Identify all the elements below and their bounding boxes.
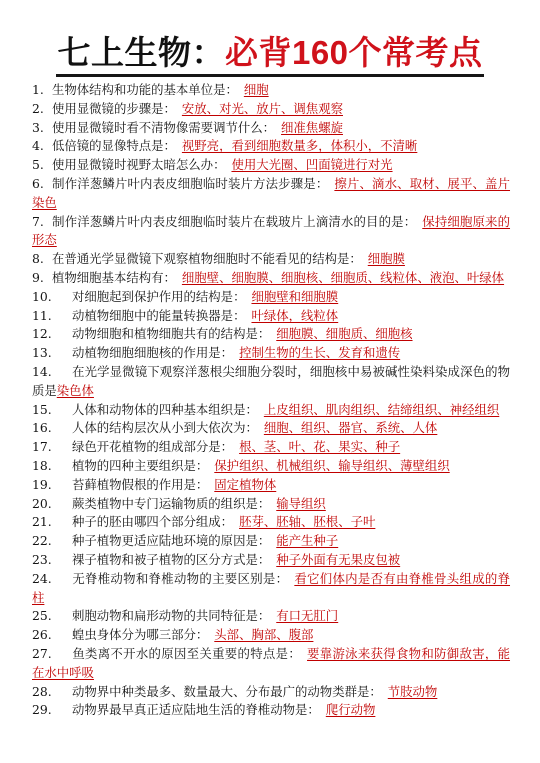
item-number: 13.: [32, 345, 52, 361]
item-question: 动物界最早真正适应陆地生活的脊椎动物是：: [72, 702, 320, 718]
item-answer: 细胞壁、细胞膜、细胞核、细胞质、线粒体、液泡、叶绿体: [181, 269, 505, 285]
item-number: 8.: [32, 251, 44, 267]
list-item: [32, 626, 510, 645]
item-question: 蝗虫身体分为哪三部分：: [72, 627, 209, 643]
list-item: [32, 701, 510, 720]
item-answer: 叶绿体，线粒体: [251, 307, 339, 323]
item-answer: 看它们体内是否有由脊椎骨头组成的脊柱: [32, 570, 511, 605]
item-number: 3.: [32, 119, 44, 135]
key-points-list: [32, 81, 510, 720]
item-question: 鱼类离不开水的原因至关重要的特点是：: [72, 645, 302, 661]
item-number: 10.: [32, 288, 52, 304]
item-number: 11.: [32, 307, 52, 323]
item-number: 7.: [32, 213, 44, 229]
item-number: 15.: [32, 401, 52, 417]
item-answer: 能产生种子: [276, 533, 339, 549]
item-answer: 保持细胞原来的形态: [32, 213, 511, 248]
item-number: 26.: [32, 627, 52, 643]
list-item: [32, 570, 510, 608]
list-item: [32, 100, 510, 119]
item-number: 2.: [32, 100, 44, 116]
item-number: 28.: [32, 683, 52, 699]
item-answer: 细胞膜、细胞质、细胞核: [276, 326, 413, 342]
item-answer: 擦片、滴水、取材、展平、盖片染色: [32, 175, 511, 210]
list-item: [32, 325, 510, 344]
list-item: [32, 250, 510, 269]
item-question: 使用显微镜的步骤是：: [52, 100, 176, 116]
list-item: [32, 532, 510, 551]
item-answer: 安放、对光、放片、调焦观察: [181, 100, 343, 116]
item-question: 刺胞动物和扁形动物的共同特征是：: [72, 608, 271, 624]
item-question: 低倍镜的显像特点是：: [52, 138, 176, 154]
item-question: 使用显微镜时看不清物像需要调节什么：: [52, 119, 276, 135]
item-question: 植物细胞基本结构有：: [52, 269, 176, 285]
list-item: [32, 344, 510, 363]
item-answer: 种子外面有无果皮包被: [276, 551, 401, 567]
item-question: 种子的胚由哪四个部分组成：: [72, 514, 234, 530]
item-question: 绿色开花植物的组成部分是：: [72, 439, 234, 455]
item-answer: 视野亮，看到细胞数量多，体积小，不清晰: [181, 138, 418, 154]
item-answer: 细准焦螺旋: [281, 119, 343, 135]
item-answer: 胚芽、胚轴、胚根、子叶: [239, 514, 376, 530]
item-number: 21.: [32, 514, 52, 530]
title-prefix: 七上生物：: [57, 34, 225, 71]
item-question: 使用显微镜时视野太暗怎么办：: [52, 157, 226, 173]
item-number: 5.: [32, 157, 44, 173]
item-number: 9.: [32, 269, 44, 285]
list-item: [32, 607, 510, 626]
list-item: [32, 438, 510, 457]
item-answer: 输导组织: [276, 495, 326, 511]
item-number: 20.: [32, 495, 52, 511]
item-answer: 细胞膜: [367, 251, 405, 267]
title-highlight: 必背160个常考点: [224, 34, 483, 71]
list-item: [32, 288, 510, 307]
list-item: [32, 513, 510, 532]
item-question: 对细胞起到保护作用的结构是：: [72, 288, 246, 304]
item-question: 制作洋葱鳞片叶内表皮细胞临时装片在载玻片上滴清水的目的是：: [52, 213, 417, 229]
list-item: [32, 137, 510, 156]
item-answer: 保护组织、机械组织、输导组织、薄壁组织: [214, 457, 450, 473]
item-question: 在普通光学显微镜下观察植物细胞时不能看见的结构是：: [52, 251, 362, 267]
item-answer: 细胞壁和细胞膜: [251, 288, 339, 304]
list-item: [32, 401, 510, 420]
item-question: 动物细胞和植物细胞共有的结构是：: [72, 326, 271, 342]
list-item: [32, 495, 510, 514]
item-question: 苔藓植物假根的作用是：: [72, 476, 209, 492]
item-number: 16.: [32, 420, 52, 436]
item-question: 人体的结构层次从小到大依次为：: [72, 420, 258, 436]
item-number: 22.: [32, 533, 52, 549]
item-answer: 要靠游泳来获得食物和防御敌害，能在水中呼吸: [32, 645, 511, 680]
list-item: [32, 307, 510, 326]
item-question: 动物界中种类最多、数量最大、分布最广的动物类群是：: [72, 683, 382, 699]
item-answer: 节肢动物: [387, 683, 438, 699]
item-question: 人体和动物体的四种基本组织是：: [72, 401, 258, 417]
list-item: [32, 81, 510, 100]
item-answer: 根、茎、叶、花、果实、种子: [239, 439, 401, 455]
list-item: [32, 457, 510, 476]
item-number: 18.: [32, 457, 52, 473]
item-question: 种子植物更适应陆地环境的原因是：: [72, 533, 271, 549]
list-item: [32, 213, 510, 251]
list-item: [32, 645, 510, 683]
item-number: 27.: [32, 645, 52, 661]
item-answer: 头部、胸部、腹部: [214, 627, 314, 643]
item-answer: 爬行动物: [325, 702, 376, 718]
item-question: 裸子植物和被子植物的区分方式是：: [72, 551, 271, 567]
item-answer: 固定植物体: [214, 476, 277, 492]
item-answer: 染色体: [56, 382, 94, 398]
item-number: 14.: [32, 363, 52, 379]
list-item: [32, 551, 510, 570]
list-item: [32, 269, 510, 288]
item-answer: 使用大光圈、凹面镜进行对光: [231, 157, 393, 173]
item-number: 6.: [32, 175, 44, 191]
page-title: [0, 33, 540, 73]
item-question: 生物体结构和功能的基本单位是：: [52, 82, 238, 97]
item-answer: 细胞: [243, 82, 269, 97]
list-item: [32, 119, 510, 138]
item-question: 动植物细胞细胞核的作用是：: [72, 345, 234, 361]
item-number: 23.: [32, 551, 52, 567]
item-number: 17.: [32, 439, 52, 455]
item-question: 植物的四种主要组织是：: [72, 457, 209, 473]
item-answer: 细胞、组织、器官、系统、人体: [263, 420, 438, 436]
list-item: [32, 156, 510, 175]
list-item: [32, 363, 510, 401]
item-number: 24.: [32, 570, 52, 586]
item-question: 无脊椎动物和脊椎动物的主要区别是：: [72, 570, 289, 586]
item-question: 制作洋葱鳞片叶内表皮细胞临时装片方法步骤是：: [52, 175, 329, 191]
item-question: 动植物细胞中的能量转换器是：: [72, 307, 246, 323]
item-number: 1.: [32, 82, 44, 97]
item-answer: 有口无肛门: [276, 608, 339, 624]
list-item: [32, 683, 510, 702]
item-number: 12.: [32, 326, 52, 342]
item-question: 蕨类植物中专门运输物质的组织是：: [72, 495, 271, 511]
list-item: [32, 419, 510, 438]
item-answer: 上皮组织、肌肉组织、结缔组织、神经组织: [263, 401, 500, 417]
item-number: 29.: [32, 702, 52, 718]
list-item: [32, 476, 510, 495]
item-number: 19.: [32, 476, 52, 492]
title-underline: [56, 74, 484, 77]
item-number: 4.: [32, 138, 44, 154]
item-question: 在光学显微镜下观察洋葱根尖细胞分裂时，细胞核中易被碱性染料染成深色的物质是: [32, 363, 510, 398]
list-item: [32, 175, 510, 213]
item-answer: 控制生物的生长、发育和遗传: [239, 345, 401, 361]
item-number: 25.: [32, 608, 52, 624]
